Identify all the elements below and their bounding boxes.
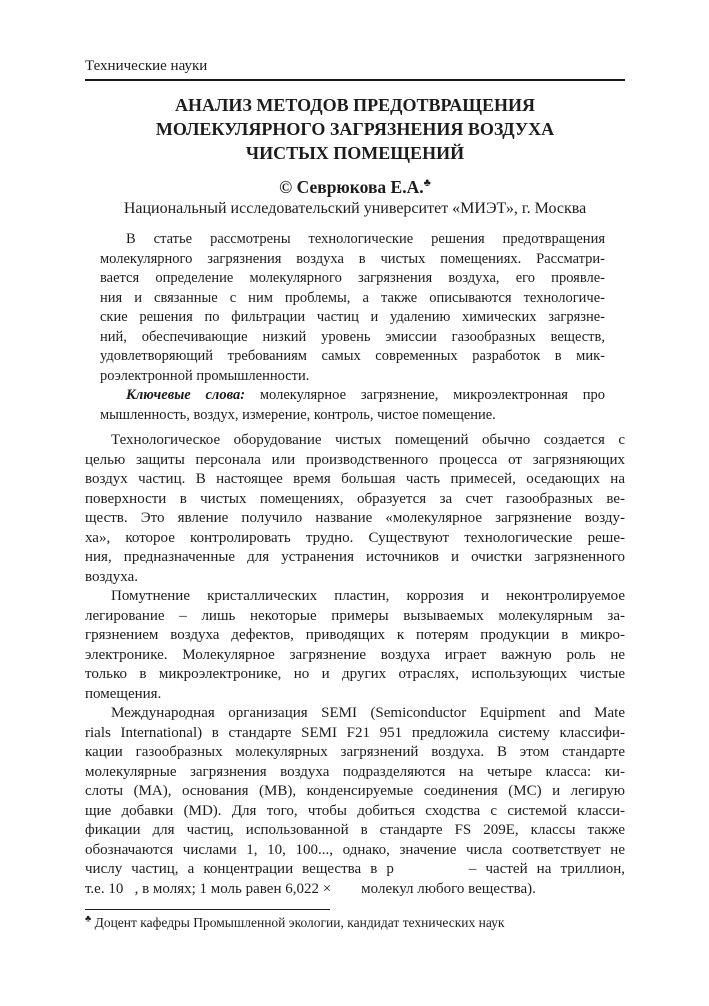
text-line: числу частиц, а концентрации вещества в р – частей на триллион, [85, 861, 625, 877]
keywords-label: Ключевые слова: [126, 387, 246, 403]
keywords-text: молекулярное загрязнение, микроэлектронная про [245, 387, 605, 403]
header-rule [85, 79, 625, 81]
text-line: т.е. 10 , в молях; 1 моль равен 6,022 × молекул любого вещества). [85, 880, 536, 897]
footnote-rule [85, 909, 330, 910]
keywords-line: мышленность, воздух, измерение, контроль, чистое помещение. [100, 406, 496, 423]
text-line: ществ. Это явление получило название «молекулярное загрязнение возду- [85, 510, 625, 526]
text-line: ские решения по фильтрации частиц и удалению химических загрязне- [100, 309, 605, 325]
author-name: © Севрюкова Е.А. [279, 177, 424, 197]
author-line [85, 177, 625, 197]
paragraph-1 [85, 431, 625, 587]
text-line: целью защиты персонала или производственного процесса от загрязняющих [85, 451, 625, 468]
text-line: воздух частиц. В настоящее время большая часть примесей, оседающих на [85, 471, 625, 487]
text-line: ха», которое контролировать трудно. Существуют технологические реше- [85, 529, 625, 546]
text-line: МОЛЕКУЛЯРНОГО ЗАГРЯЗНЕНИЯ ВОЗДУХА [155, 119, 555, 139]
text-line: rials International) в стандарте SEMI F21 951 предложила систему классифи- [85, 724, 625, 741]
abstract-block [85, 230, 625, 425]
text-line: роэлектронной промышленности. [100, 367, 310, 384]
text-line: помещения. [85, 685, 162, 702]
text-line: ЧИСТЫХ ПОМЕЩЕНИЙ [245, 143, 465, 163]
text-line: Международная организация SEMI (Semiconductor Equipment and Mate [111, 705, 625, 721]
text-line: АНАЛИЗ МЕТОДОВ ПРЕДОТВРАЩЕНИЯ [174, 95, 536, 115]
text-line: фикации для частиц, использованной в стандарте FS 209E, классы также [85, 822, 625, 838]
text-line: В статье рассмотрены технологические решения предотвращения [126, 231, 605, 247]
text-line: поверхности в чистых помещениях, образуется за счет газообразных ве- [85, 490, 625, 507]
author-footnote-mark: ♣ [423, 177, 431, 190]
text-line: кации газообразных молекулярных загрязнений воздуха. В этом стандарте [85, 744, 625, 760]
text-line: молекулярные загрязнения воздуха подразделяются на четыре класса: ки- [85, 763, 625, 780]
text-line: ния, предназначенные для устранения источников и очистки загрязненного [85, 549, 625, 565]
running-head-section: Технические науки [85, 58, 208, 74]
footnote-text: Доцент кафедры Промышленной экологии, кандидат технических наук [94, 915, 505, 930]
keywords [100, 386, 605, 425]
text-line: легирование – лишь некоторые примеры вызываемых молекулярным за- [85, 607, 625, 624]
paragraph-2 [85, 587, 625, 704]
text-line: воздуха. [85, 568, 138, 585]
text-line: электронике. Молекулярное загрязнение воздуха играет важную роль не [85, 646, 625, 663]
article-title [85, 93, 625, 165]
text-line: слоты (МА), основания (МВ), конденсируемые соединения (МС) и легирую [85, 783, 625, 799]
paragraph-3 [85, 704, 625, 899]
text-line: Технологическое оборудование чистых помещений обычно создается с [111, 432, 625, 448]
abstract-text [100, 230, 605, 386]
keywords-line [100, 386, 605, 406]
article-body [85, 431, 625, 899]
text-line: ний, обеспечивающие низкий уровень эмиссии газообразных веществ, [100, 328, 605, 345]
text-line: вается определение молекулярного загрязнения воздуха, его проявле- [100, 270, 605, 286]
text-line: щие добавки (MD). Для того, чтобы добиться сходства с системой класси- [85, 802, 625, 819]
footnote-mark: ♣ [85, 914, 92, 925]
text-line: только в микроэлектронике, но и других отраслях, использующих чистые [85, 666, 625, 682]
text-line: обозначаются числами 1, 10, 100..., однако, значение числа соответствует не [85, 841, 625, 858]
text-line: Помутнение кристаллических пластин, коррозия и неконтролируемое [111, 588, 625, 604]
footnote [85, 914, 625, 931]
text-line: грязнением воздуха дефектов, приводящих к потерям продукции в микро- [85, 627, 625, 643]
page-content [85, 0, 625, 931]
affiliation: Национальный исследовательский университет «МИЭТ», г. Москва [123, 200, 587, 217]
text-line: удовлетворяющий требованиям самых современных разработок в мик- [100, 348, 605, 364]
text-line: молекулярного загрязнения воздуха в чистых помещениях. Рассматри- [100, 250, 605, 267]
text-line: ния и связанные с ним проблемы, а также описываются технологиче- [100, 289, 605, 306]
